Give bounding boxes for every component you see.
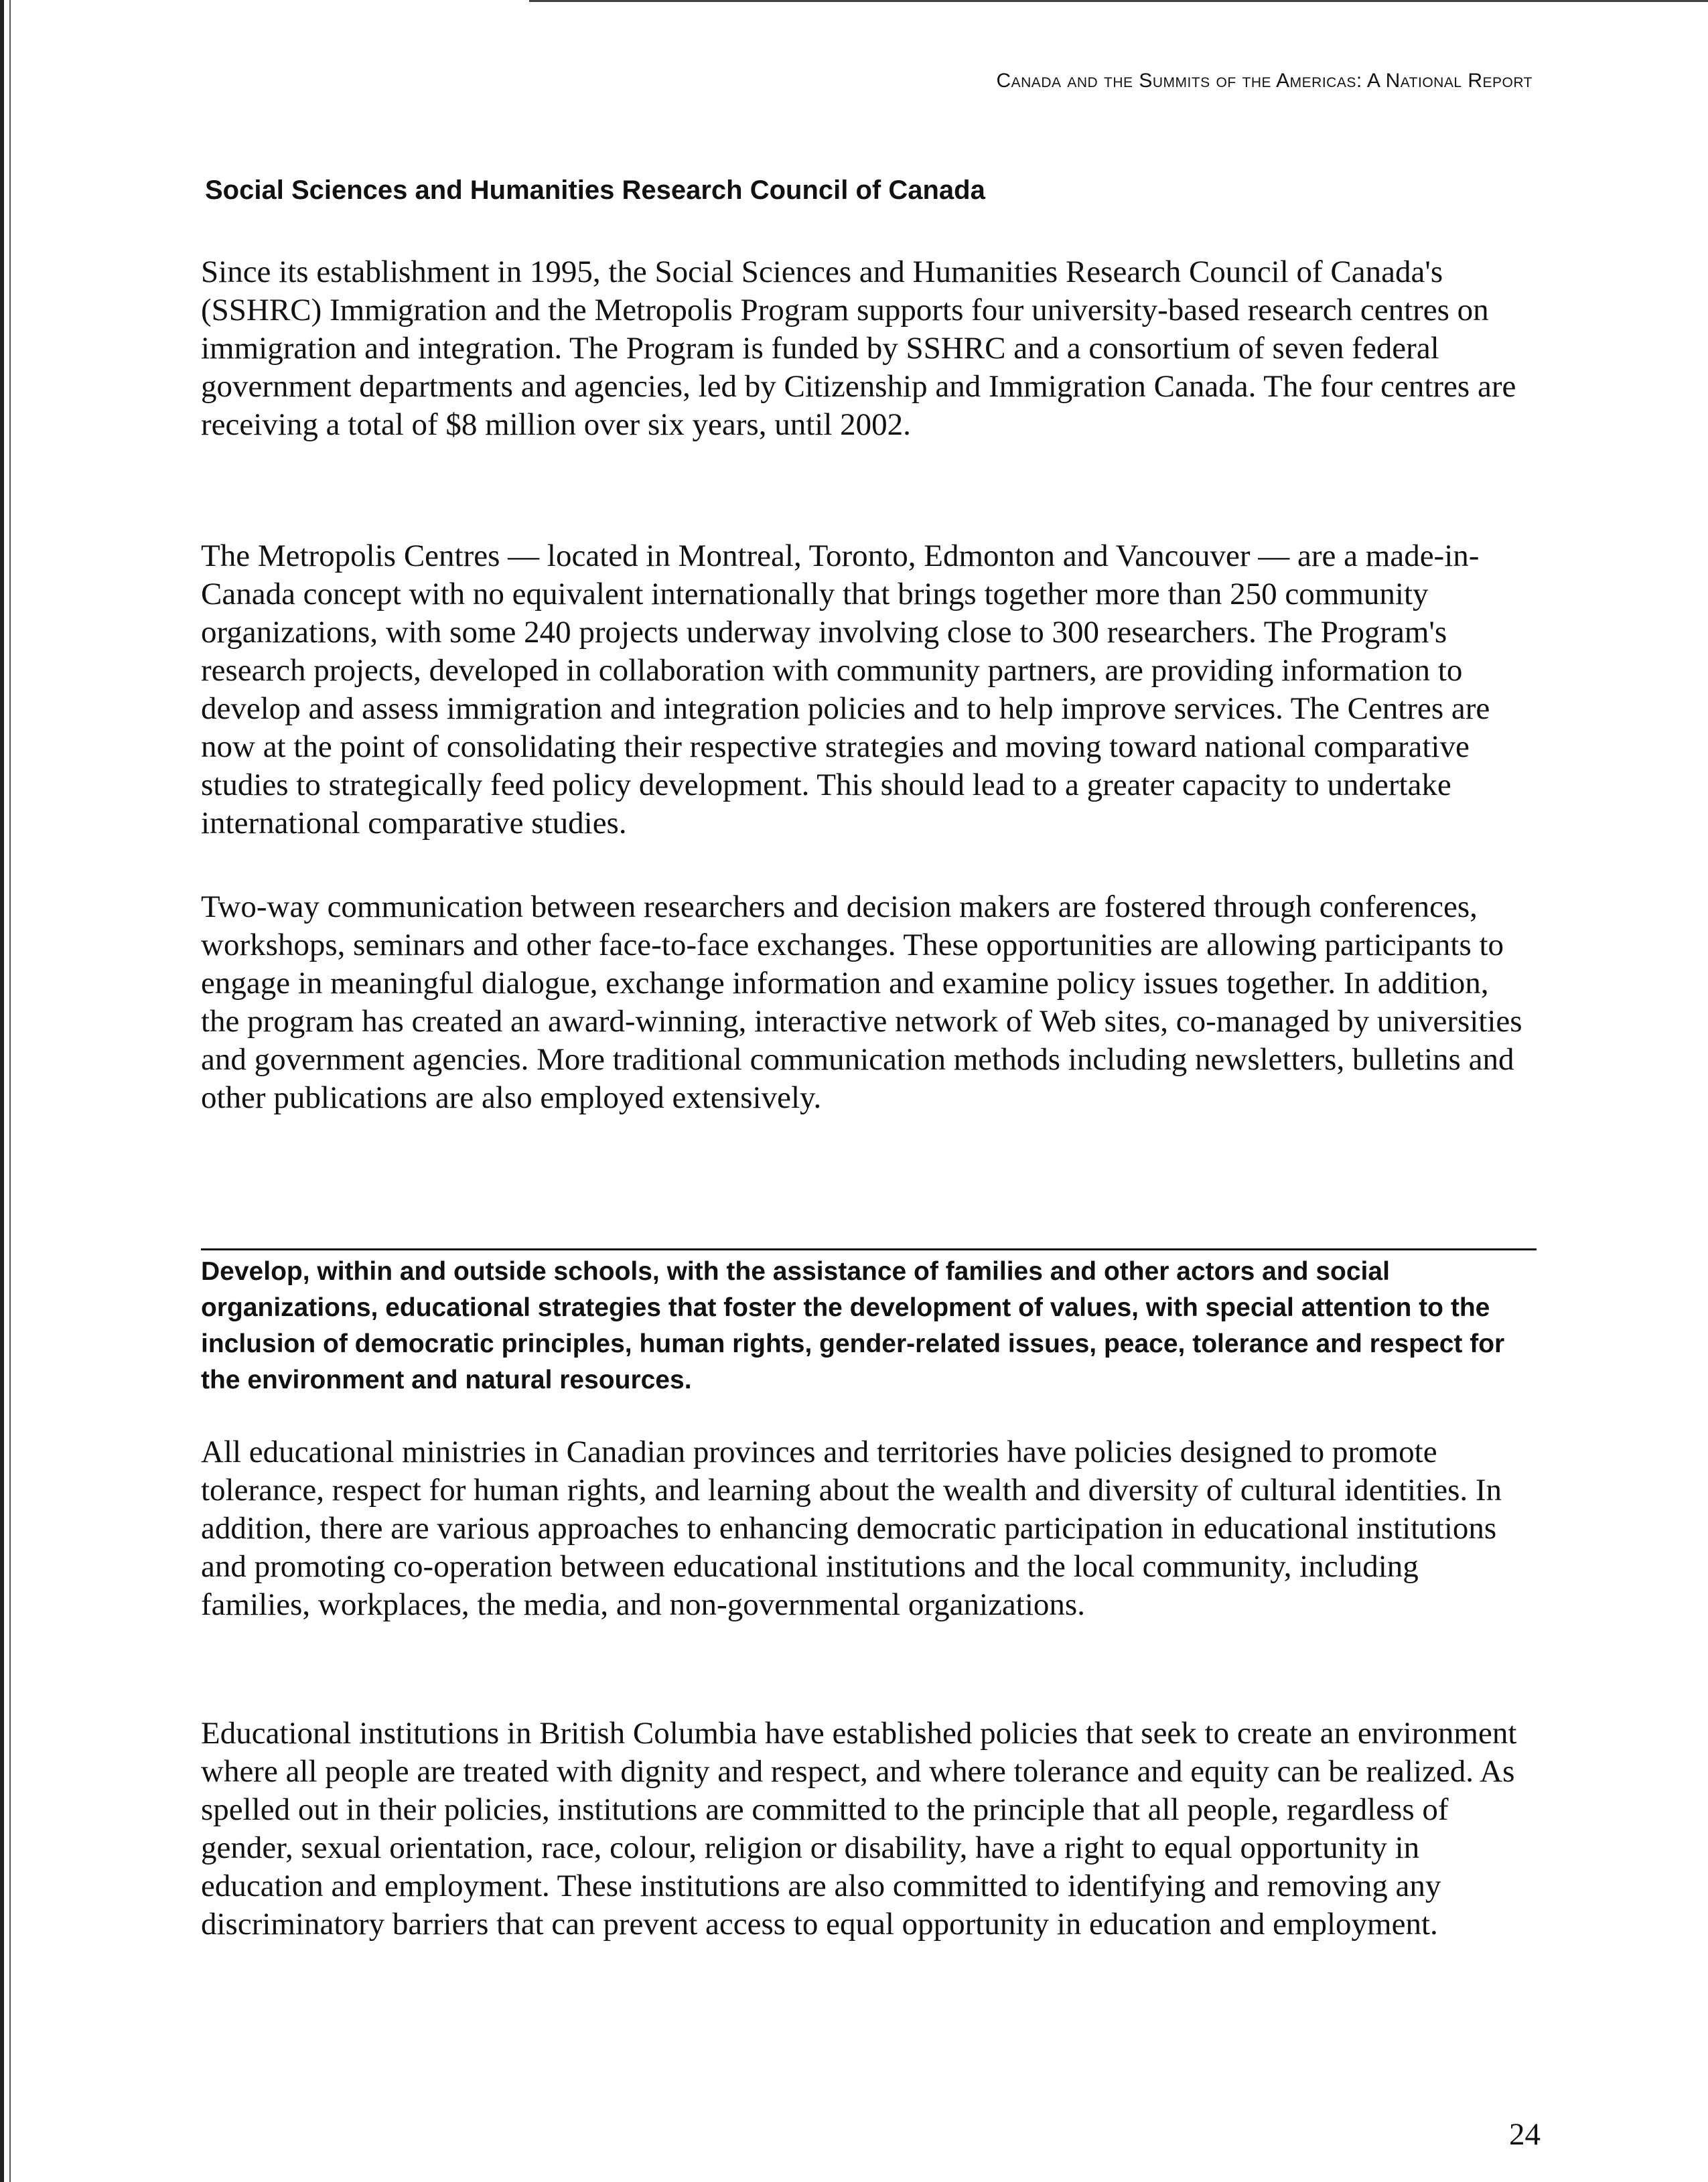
page-number: 24 xyxy=(1509,2117,1541,2152)
body-paragraph: Two-way communication between researchers and decision makers are fostered through conferences, workshops, seminars and other face-to-face exchanges. These opportunities are allowing participants to engage in meaningful dialogue, exchange information and examine policy issues together. In addition, the program has created an award-winning, interactive network of Web sites, co-managed by universities and government agencies. More traditional communication methods including newsletters, bulletins and other publications are also employed extensively. xyxy=(201,889,1522,1115)
body-paragraph: Educational institutions in British Columbia have established policies that seek to create an environment where all people are treated with dignity and respect, and where tolerance and equity can be realized. As spelled out in their policies, institutions are committed to the principle that all people, regardless of gender, sexual orientation, race, colour, religion or disability, have a right to equal opportunity in education and employment. These institutions are also committed to identifying and removing any discriminatory barriers that can prevent access to equal opportunity in education and employment. xyxy=(201,1716,1517,1942)
body-paragraph: The Metropolis Centres — located in Montreal, Toronto, Edmonton and Vancouver — are a made-in-Canada concept with no equivalent internationally that brings together more than 250 community organizations, with some 240 projects underway involving close to 300 researchers. The Program's research projects, developed in collaboration with community partners, are providing information to develop and assess immigration and integration policies and to help improve services. The Centres are now at the point of consolidating their respective strategies and moving toward national comparative studies to strategically feed policy development. This should lead to a greater capacity to undertake international comparative studies. xyxy=(201,538,1490,841)
scan-border-left xyxy=(0,0,4,2182)
scan-border-left-inner xyxy=(9,0,11,2182)
running-header: Canada and the Summits of the Americas: A National Report xyxy=(996,70,1533,92)
objective-statement: Develop, within and outside schools, with the assistance of families and other actors and social organizations, educational strategies that foster the development of values, with special attention to the inclusion of democratic principles, human rights, gender-related issues, peace, tolerance and respect for the environment and natural resources. xyxy=(201,1257,1505,1394)
section-heading: Social Sciences and Humanities Research Council of Canada xyxy=(205,175,985,205)
body-paragraph: Since its establishment in 1995, the Social Sciences and Humanities Research Council of Canada's (SSHRC) Immigration and the Metropolis Program supports four university-based research centres on immigration and integration. The Program is funded by SSHRC and a consortium of seven federal government departments and agencies, led by Citizenship and Immigration Canada. The four centres are receiving a total of $8 million over six years, until 2002. xyxy=(201,254,1516,442)
body-paragraph: All educational ministries in Canadian provinces and territories have policies designed to promote tolerance, respect for human rights, and learning about the wealth and diversity of cultural identities. In addition, there are various approaches to enhancing democratic participation in educational institutions and promoting co-operation between educational institutions and the local community, including families, workplaces, the media, and non-governmental organizations. xyxy=(201,1435,1502,1622)
scan-border-top xyxy=(529,0,1708,2)
section-divider xyxy=(201,1248,1537,1250)
